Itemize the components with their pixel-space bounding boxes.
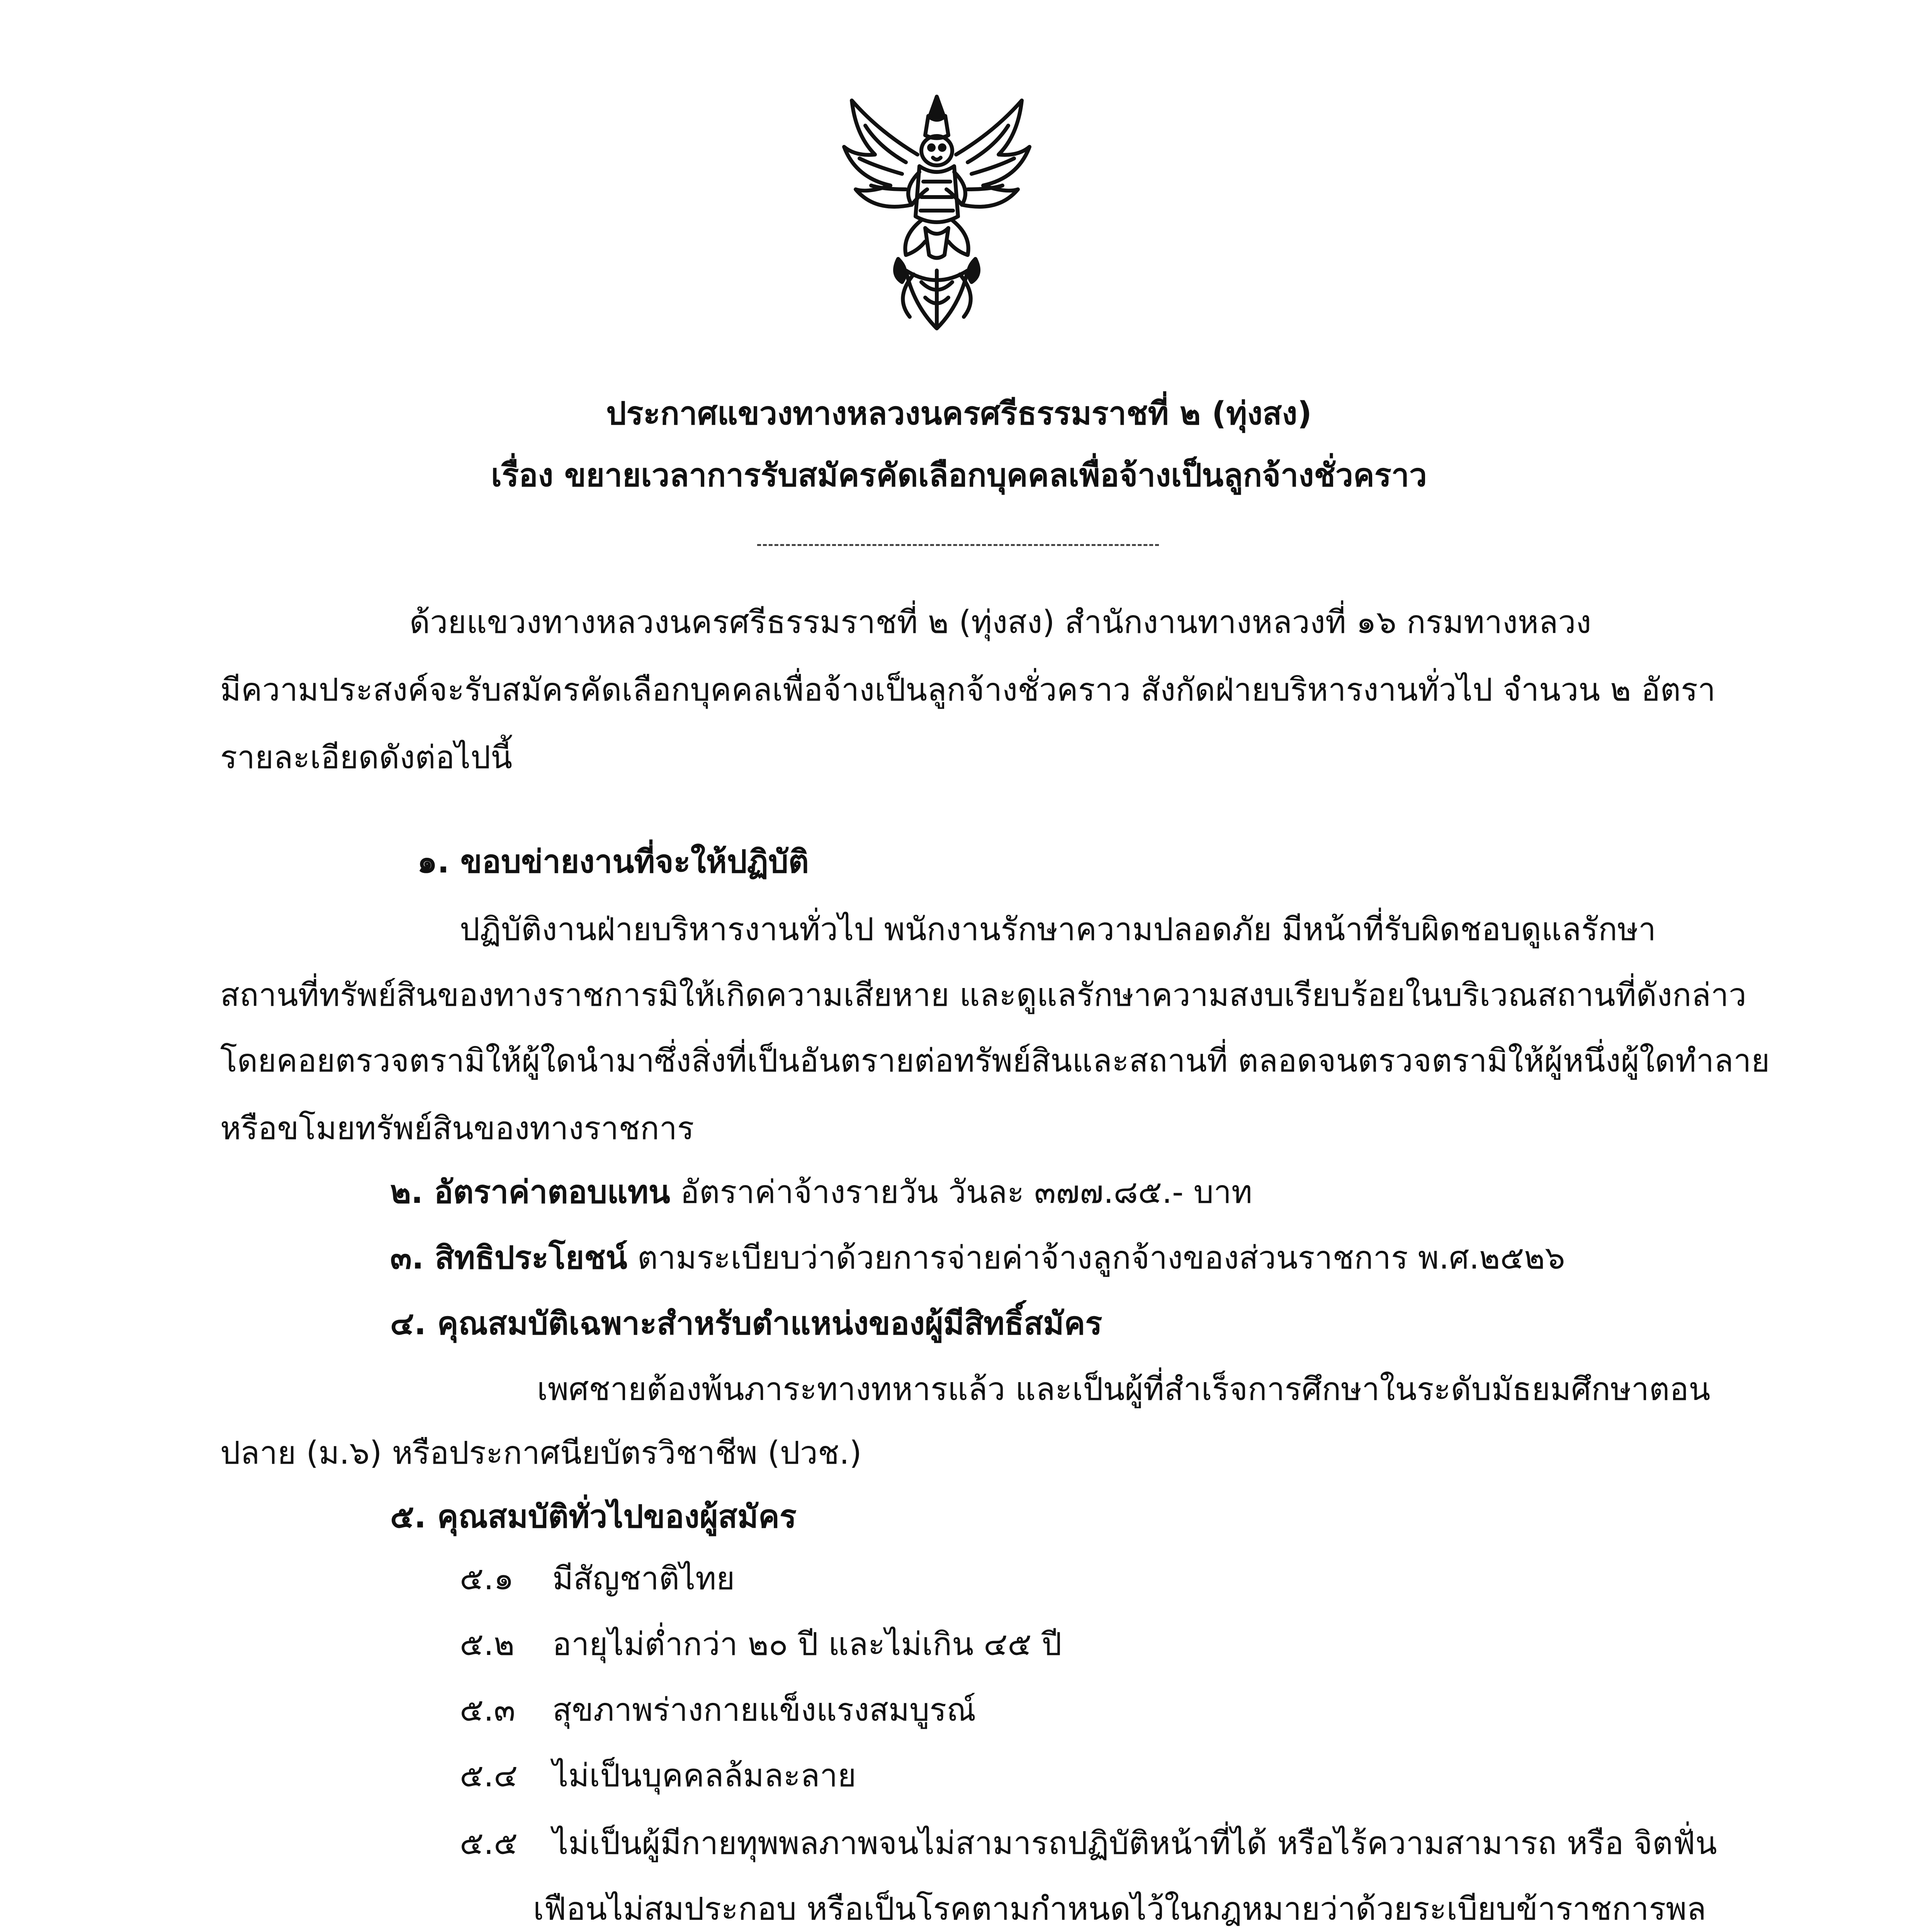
section-4-heading: ๔. คุณสมบัติเฉพาะสำหรับตำแหน่งของผู้มีสิทธิ์สมัคร [390, 1305, 1103, 1342]
section-2-text: อัตราค่าจ้างรายวัน วันละ ๓๗๗.๘๕.- บาท [670, 1174, 1252, 1211]
section-1-line: ปฏิบัติงานฝ่ายบริหารงานทั่วไป พนักงานรักษาความปลอดภัย มีหน้าที่รับผิดชอบดูแลรักษา [460, 911, 1656, 948]
item-text: สุขภาพร่างกายแข็งแรงสมบูรณ์ [552, 1692, 976, 1728]
garuda-emblem-icon [829, 89, 1045, 336]
section-2-heading: ๒. อัตราค่าตอบแทน [390, 1174, 670, 1211]
intro-line: รายละเอียดดังต่อไปนี้ [220, 739, 513, 776]
document-title: ประกาศแขวงทางหลวงนครศรีธรรมราชที่ ๒ (ทุ่งสง) [606, 395, 1312, 432]
section-3-text: ตามระเบียบว่าด้วยการจ่ายค่าจ้างลูกจ้างของส่วนราชการ พ.ศ.๒๕๒๖ [627, 1240, 1565, 1276]
item-text: เฟือนไม่สมประกอบ หรือเป็นโรคตามกำหนดไว้ในกฎหมายว่าด้วยระเบียบข้าราชการพล [533, 1891, 1706, 1927]
section-1-line: หรือขโมยทรัพย์สินของทางราชการ [220, 1110, 694, 1147]
section-4-line: เพศชายต้องพ้นภาระทางทหารแล้ว และเป็นผู้ที่สำเร็จการศึกษาในระดับมัธยมศึกษาตอน [537, 1371, 1711, 1408]
section-1-line: สถานที่ทรัพย์สินของทางราชการมิให้เกิดความเสียหาย และดูแลรักษาความสงบเรียบร้อยในบริเวณสถานที่ดังกล่าว [220, 977, 1746, 1014]
item-number: ๕.๔ [460, 1757, 518, 1794]
section-5-heading: ๕. คุณสมบัติทั่วไปของผู้สมัคร [390, 1498, 797, 1535]
item-number: ๕.๒ [460, 1626, 515, 1663]
item-text: ไม่เป็นผู้มีกายทุพพลภาพจนไม่สามารถปฏิบัติหน้าที่ได้ หรือไร้ความสามารถ หรือ จิตฟั่น [552, 1825, 1717, 1862]
item-number: ๕.๑ [460, 1560, 514, 1597]
item-text: มีสัญชาติไทย [552, 1560, 735, 1597]
section-3 [390, 1242, 1565, 1274]
section-1-line: โดยคอยตรวจตรามิให้ผู้ใดนำมาซึ่งสิ่งที่เป็นอันตรายต่อทรัพย์สินและสถานที่ ตลอดจนตรวจตรามิให้ผู้หนึ่งผู้ใดทำลาย [220, 1043, 1770, 1079]
section-2 [390, 1174, 1252, 1211]
intro-line: ด้วยแขวงทางหลวงนครศรีธรรมราชที่ ๒ (ทุ่งสง) สำนักงานทางหลวงที่ ๑๖ กรมทางหลวง [409, 604, 1592, 641]
section-3-heading: ๓. สิทธิประโยชน์ [390, 1240, 627, 1276]
section-4-line: ปลาย (ม.๖) หรือประกาศนียบัตรวิชาชีพ (ปวช.) [220, 1435, 862, 1471]
item-text: ไม่เป็นบุคคลล้มละลาย [552, 1757, 856, 1794]
document-subject: เรื่อง ขยายเวลาการรับสมัครคัดเลือกบุคคลเพื่อจ้างเป็นลูกจ้างชั่วคราว [491, 457, 1427, 494]
item-text: อายุไม่ต่ำกว่า ๒๐ ปี และไม่เกิน ๔๕ ปี [552, 1626, 1062, 1663]
section-1-heading: ๑. ขอบข่ายงานที่จะให้ปฏิบัติ [417, 844, 809, 880]
item-number: ๕.๓ [460, 1692, 516, 1728]
intro-line: มีความประสงค์จะรับสมัครคัดเลือกบุคคลเพื่อจ้างเป็นลูกจ้างชั่วคราว สังกัดฝ่ายบริหารงานทั่วไป จำนวน ๒ อัตรา [220, 672, 1716, 708]
title-separator [757, 544, 1159, 546]
item-number: ๕.๕ [460, 1825, 518, 1862]
